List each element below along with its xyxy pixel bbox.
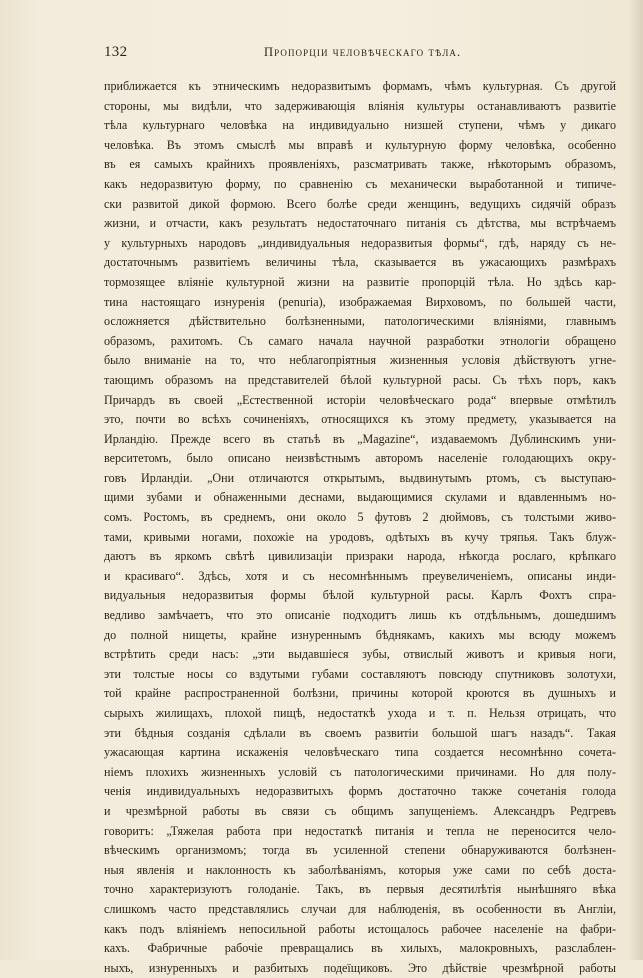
page-number: 132 xyxy=(104,44,128,60)
text-line: осложняется дѣйствительно болѣзненными, патологическими вліяніями, главнымъ xyxy=(104,314,616,329)
text-line: эти бѣдныя созданія сдѣлали въ своемъ развитіи большой шагъ назадъ“. Такая xyxy=(104,725,616,740)
text-line: тами, кривыми ногами, похожіе на уродовъ, одѣтыхъ въ кучу тряпья. Такъ блуж- xyxy=(104,529,616,544)
text-line: Ирландію. Прежде всего въ статьѣ въ „Magazine“, издаваемомъ Дублинскимъ уни- xyxy=(104,431,616,446)
text-line: Причардъ въ своей „Естественной исторіи человѣческаго рода“ впервые отмѣтилъ xyxy=(104,392,616,407)
text-line: встрѣтить среди насъ: „эти выдавшіеся зубы, отвислый животъ и кривыя ноги, xyxy=(104,647,616,662)
running-title: Пропорціи человѣческаго тѣла. xyxy=(264,45,462,59)
text-line: тающимъ образомъ на представителей бѣлой культурной расы. Съ тѣхъ поръ, какъ xyxy=(104,372,616,387)
text-line: сомъ. Ростомъ, въ среднемъ, они около 5 футовъ 2 дюймовъ, съ толстыми живо- xyxy=(104,510,616,525)
body-text xyxy=(104,77,616,978)
text-line: слишкомъ часто представлялись случаи для наблюденія, въ особенности въ Англіи, xyxy=(104,901,616,916)
text-line: образомъ, рахитомъ. Съ самаго начала научной разработки этнологіи обращено xyxy=(104,333,616,348)
text-line: у культурныхъ народовъ „индивидуальныя недоразвитыя формы“, гдѣ, наряду съ не- xyxy=(104,235,616,250)
text-line: тина настоящаго изнуренія (penuria), изображаемая Вирховомъ, по большей части, xyxy=(104,294,616,309)
text-line: тѣла культурнаго человѣка на индивидуально низшей ступени, чѣмъ у дикаго xyxy=(104,118,616,133)
text-line: человѣка. Въ этомъ смыслѣ мы вправѣ и культурную форму человѣка, особенно xyxy=(104,137,616,152)
text-line: тормозящее вліяніе культурной жизни на развитіе пропорцій тѣла. Но здѣсь кар- xyxy=(104,274,616,289)
text-line: ныхъ, изнуренныхъ и разбитыхъ подеїщиковъ. Это дѣйствіе чрезмѣрной работы xyxy=(104,960,616,975)
text-line: было вниманіе на то, что неблагопріятныя жизненныя условія дѣйствуютъ угнe- xyxy=(104,353,616,368)
text-line: видуальныя недоразвитыя формы бѣлой культурной расы. Карлъ Фохтъ спра- xyxy=(104,588,616,603)
text-line: приближается къ этническимъ недоразвитымъ формамъ, чѣмъ культурная. Съ другой xyxy=(104,79,616,93)
text-line: какъ недоразвитую форму, по сравненію съ механически выработанной и типиче- xyxy=(104,176,616,191)
text-line: сырыхъ жилищахъ, плохой пищѣ, недостаткѣ ухода и т. п. Нельзя отрицать, что xyxy=(104,706,616,720)
text-line: говоритъ: „Тяжелая работа при недостаткѣ питанія и тепла не переносится чело- xyxy=(104,823,616,838)
text-line: точно характеризуютъ голоданіе. Такъ, въ первыя десятилѣтія нынѣшняго вѣка xyxy=(104,882,616,897)
text-line: эти толстые носы со вздутыми губами составляютъ повсюду спутниковъ золотухи, xyxy=(104,666,616,681)
text-line: говъ Ирландіи. „Они отличаются открытымъ, выдвинутымъ ртомъ, съ выступаю- xyxy=(104,470,616,485)
page-header xyxy=(104,44,616,66)
text-line: даютъ въ яркомъ свѣтѣ цивилизаціи призраки народа, нѣкогда рослаго, крѣпкаго xyxy=(104,549,616,564)
text-line: до полной нищеты, крайне изнуреннымъ бѣднякамъ, какихъ мы всюду можемъ xyxy=(104,627,616,642)
text-line: ужасающая картина искаженія человѣческаго типа создается несомнѣнно сочета- xyxy=(104,745,616,760)
text-line: жизни, и отчасти, какъ результатъ недостаточнаго питанія съ дѣтства, мы встрѣчаемъ xyxy=(104,216,616,231)
text-line: ніемъ плохихъ жизненныхъ условій съ патологическими причинами. Но для полу- xyxy=(104,764,616,779)
text-line: той крайне распространенной болѣзни, причины которой кроются въ душныхъ и xyxy=(104,686,616,701)
page-spine-shadow xyxy=(629,0,643,960)
text-line: ченія индивидуальныхъ недоразвитыхъ формъ достаточно также сочетанія голода xyxy=(104,784,616,799)
text-line: и красиваго“. Здѣсь, хотя и съ несомнѣннымъ преувеличеніемъ, описаны инди- xyxy=(104,568,616,583)
text-line: ски развитой дикой формою. Всего болѣе среди женщинъ, ведущихъ сидячій образъ xyxy=(104,196,616,211)
text-line: вѣческимъ организмомъ; тогда въ усиленной степени обнаруживаются болѣзнен- xyxy=(104,843,616,858)
text-line: кахъ. Фабричные рабочіе превращались въ хилыхъ, малокровныхъ, разслаблен- xyxy=(104,941,616,956)
text-line: верситетомъ, было описано неизвѣстнымъ авторомъ населеніе голодающихъ окру- xyxy=(104,451,616,466)
text-line: достаточнымъ развитіемъ величины тѣла, сказывается въ ужасающихъ размѣрахъ xyxy=(104,255,616,270)
text-line: стороны, мы видѣли, что задерживающія вліянія культуры останавливаютъ развитіе xyxy=(104,98,616,113)
text-line: ведливо замѣчаетъ, что это описаніе подходитъ лишь къ отдѣльнымъ, дошедшимъ xyxy=(104,608,616,623)
text-line: щими зубами и обнаженными деснами, выдающимися скулами и вдавленнымъ но- xyxy=(104,490,616,505)
text-line: это, почти во всѣхъ сочиненіяхъ, относящихся къ этому предмету, указывается на xyxy=(104,412,616,427)
text-line: и чрезмѣрной работы въ связи съ общимъ запущеніемъ. Александръ Редгревъ xyxy=(104,803,616,818)
text-line: какъ подъ вліяніемъ непосильной работы истощалось рабочее населеніе на фабри- xyxy=(104,921,616,936)
text-line: въ ея самыхъ крайнихъ проявленіяхъ, разсматривать также, нѣкоторымъ образомъ, xyxy=(104,157,616,172)
text-line: ныя явленія и наклонность къ заболѣваніямъ, которыя уже сами по себѣ доста- xyxy=(104,862,616,877)
